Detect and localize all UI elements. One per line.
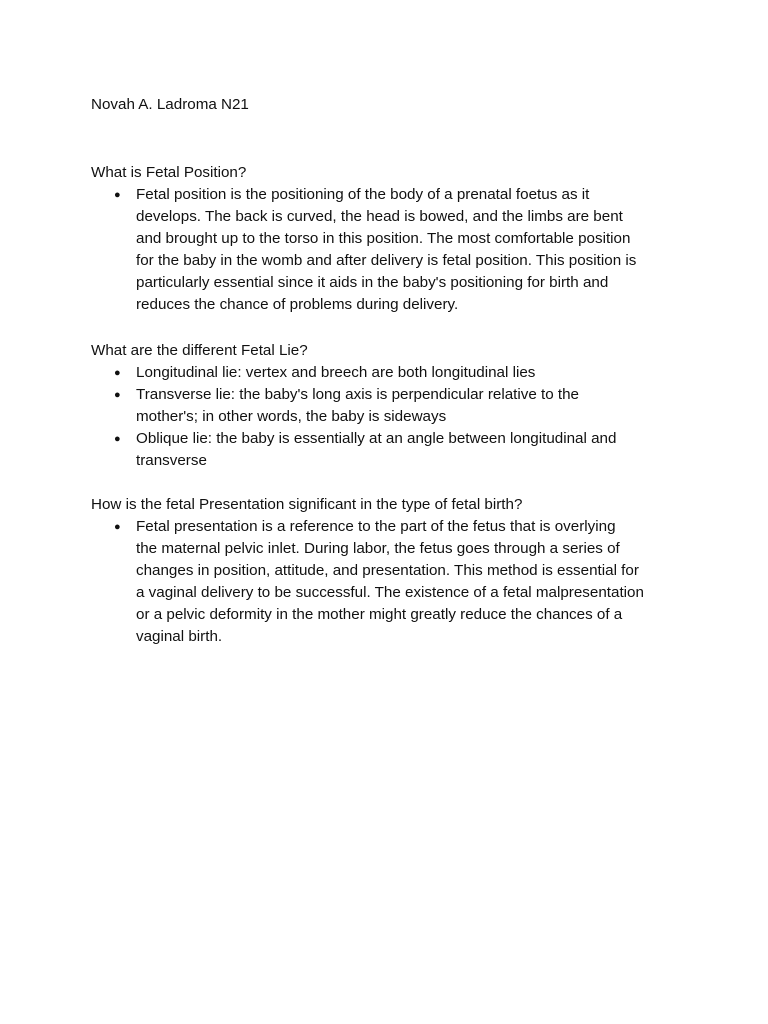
answer-line: Fetal position is the positioning of the body of a prenatal foetus as it bbox=[136, 186, 590, 203]
answer-line: for the baby in the womb and after delivery is fetal position. This position is bbox=[136, 252, 637, 269]
answer-line: Transverse lie: the baby's long axis is perpendicular relative to the bbox=[136, 386, 580, 403]
question-heading: What are the different Fetal Lie? bbox=[91, 342, 308, 359]
answer-item bbox=[91, 362, 691, 384]
answer-list bbox=[91, 184, 691, 316]
section-fetal-lie bbox=[91, 340, 691, 472]
bullet-icon: ● bbox=[114, 433, 121, 445]
answer-line: Longitudinal lie: vertex and breech are both longitudinal lies bbox=[136, 364, 536, 381]
answer-line: transverse bbox=[136, 452, 207, 469]
answer-line: changes in position, attitude, and presentation. This method is essential for bbox=[136, 562, 639, 579]
answer-list bbox=[91, 362, 691, 472]
section-fetal-position bbox=[91, 162, 691, 316]
answer-line: develops. The back is curved, the head is bowed, and the limbs are bent bbox=[136, 208, 623, 225]
answer-line: and brought up to the torso in this position. The most comfortable position bbox=[136, 230, 631, 247]
answer-line: the maternal pelvic inlet. During labor, the fetus goes through a series of bbox=[136, 540, 620, 557]
question-heading: How is the fetal Presentation significant in the type of fetal birth? bbox=[91, 496, 523, 513]
bullet-icon: ● bbox=[114, 367, 121, 379]
answer-line: Fetal presentation is a reference to the part of the fetus that is overlying bbox=[136, 518, 616, 535]
answer-line: particularly essential since it aids in the baby's positioning for birth and bbox=[136, 274, 609, 291]
answer-line: a vaginal delivery to be successful. The existence of a fetal malpresentation bbox=[136, 584, 644, 601]
answer-line: Oblique lie: the baby is essentially at an angle between longitudinal and bbox=[136, 430, 617, 447]
bullet-icon: ● bbox=[114, 521, 121, 533]
answer-item bbox=[91, 428, 691, 472]
answer-list bbox=[91, 516, 691, 648]
answer-line: mother's; in other words, the baby is sideways bbox=[136, 408, 447, 425]
answer-item bbox=[91, 516, 691, 648]
bullet-icon: ● bbox=[114, 389, 121, 401]
answer-line: or a pelvic deformity in the mother might greatly reduce the chances of a bbox=[136, 606, 623, 623]
author-name: Novah A. Ladroma N21 bbox=[91, 96, 249, 113]
answer-item bbox=[91, 384, 691, 428]
answer-line: vaginal birth. bbox=[136, 628, 223, 645]
answer-line: reduces the chance of problems during delivery. bbox=[136, 296, 459, 313]
section-fetal-presentation bbox=[91, 494, 691, 648]
bullet-icon: ● bbox=[114, 189, 121, 201]
question-heading: What is Fetal Position? bbox=[91, 164, 247, 181]
answer-item bbox=[91, 184, 691, 316]
